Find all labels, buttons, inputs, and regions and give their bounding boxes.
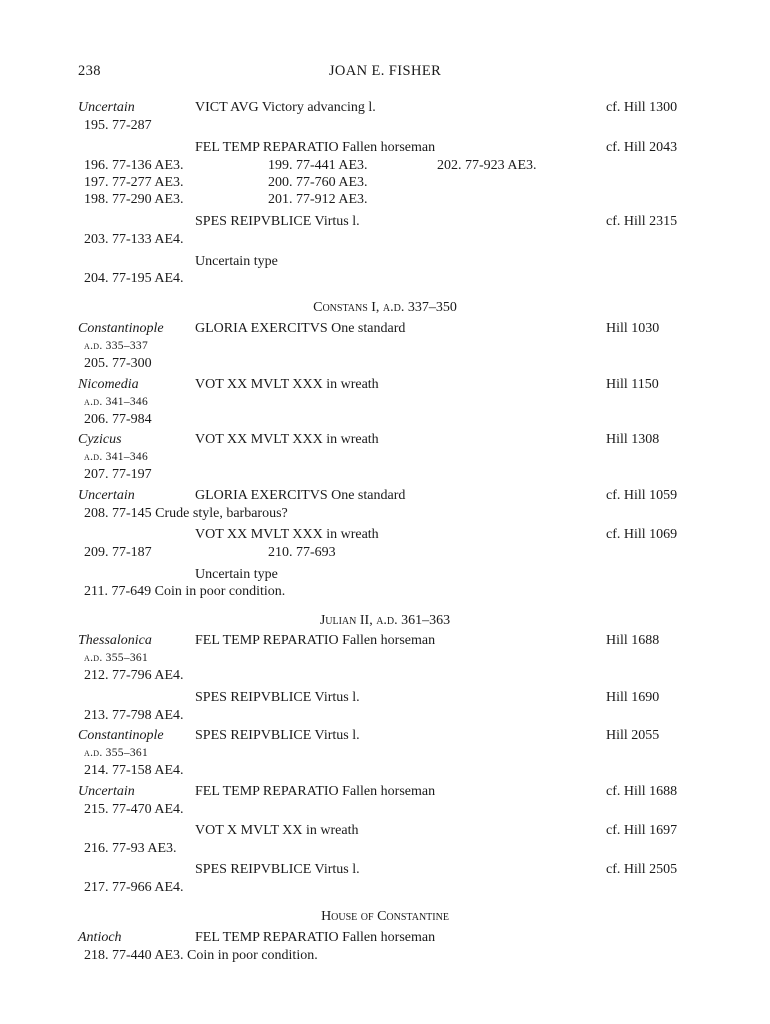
coin-entry: 211. 77-649 Coin in poor condition. — [84, 584, 286, 599]
coin-entry: 216. 77-93 AE3. — [84, 841, 177, 856]
coin-entry: 217. 77-966 AE4. — [84, 880, 184, 895]
reference: cf. Hill 2043 — [606, 140, 678, 155]
coin-type: SPES REIPVBLICE Virtus l. — [195, 690, 360, 705]
mint-name: Thessalonica — [78, 633, 152, 648]
coin-entry: 212. 77-796 AE4. — [84, 668, 184, 683]
reference: cf. Hill 2505 — [606, 862, 678, 877]
mint-name: Cyzicus — [78, 432, 122, 447]
reference: Hill 1150 — [606, 377, 659, 392]
reference: cf. Hill 1688 — [606, 784, 678, 799]
coin-entry: 208. 77-145 Crude style, barbarous? — [84, 506, 288, 521]
reference: cf. Hill 1300 — [606, 100, 678, 115]
coin-entry: 214. 77-158 AE4. — [84, 763, 184, 778]
running-head-author: JOAN E. FISHER — [328, 63, 442, 79]
coin-type: VOT XX MVLT XXX in wreath — [195, 377, 379, 392]
coin-type: FEL TEMP REPARATIO Fallen horseman — [195, 633, 436, 648]
section-heading: House of Constantine — [321, 909, 449, 924]
reference: Hill 1690 — [606, 690, 660, 705]
mint-name: Antioch — [78, 930, 122, 945]
reference: cf. Hill 1697 — [606, 823, 678, 838]
coin-entry: 213. 77-798 AE4. — [84, 708, 184, 723]
date-range: a.d. 335–337 — [84, 340, 149, 352]
reference: cf. Hill 2315 — [606, 214, 678, 229]
coin-entry: 205. 77-300 — [84, 356, 152, 371]
reference: Hill 1688 — [606, 633, 660, 648]
mint-name: Uncertain — [78, 488, 135, 503]
coin-entry: 201. 77-912 AE3. — [268, 192, 368, 207]
coin-entry: 204. 77-195 AE4. — [84, 271, 184, 286]
coin-entry: 209. 77-187 — [84, 545, 152, 560]
coin-type: SPES REIPVBLICE Virtus l. — [195, 862, 360, 877]
page-number: 238 — [78, 63, 101, 79]
coin-type: VOT XX MVLT XXX in wreath — [195, 527, 379, 542]
coin-entry: 196. 77-136 AE3. — [84, 158, 184, 173]
coin-type: FEL TEMP REPARATIO Fallen horseman — [195, 140, 436, 155]
reference: Hill 1030 — [606, 321, 660, 336]
date-range: a.d. 355–361 — [84, 747, 149, 759]
coin-entry: 202. 77-923 AE3. — [437, 158, 537, 173]
mint-name: Constantinople — [78, 321, 164, 336]
reference: cf. Hill 1059 — [606, 488, 678, 503]
coin-entry: 215. 77-470 AE4. — [84, 802, 184, 817]
coin-entry: 199. 77-441 AE3. — [268, 158, 368, 173]
coin-entry: 207. 77-197 — [84, 467, 152, 482]
reference: Hill 2055 — [606, 728, 660, 743]
section-heading: Constans I, a.d. 337–350 — [313, 300, 457, 315]
coin-entry: 206. 77-984 — [84, 412, 152, 427]
date-range: a.d. 341–346 — [84, 396, 149, 408]
coin-type: FEL TEMP REPARATIO Fallen horseman — [195, 784, 436, 799]
date-range: a.d. 355–361 — [84, 652, 149, 664]
coin-type: Uncertain type — [195, 254, 278, 269]
mint-name: Uncertain — [78, 100, 135, 115]
coin-type: FEL TEMP REPARATIO Fallen horseman — [195, 930, 436, 945]
mint-name: Uncertain — [78, 784, 135, 799]
coin-type: GLORIA EXERCITVS One standard — [195, 488, 406, 503]
coin-entry: 198. 77-290 AE3. — [84, 192, 184, 207]
coin-type: SPES REIPVBLICE Virtus l. — [195, 728, 360, 743]
coin-type: Uncertain type — [195, 567, 278, 582]
coin-entry: 218. 77-440 AE3. Coin in poor condition. — [84, 948, 318, 963]
coin-entry: 210. 77-693 — [268, 545, 336, 560]
coin-entry: 197. 77-277 AE3. — [84, 175, 184, 190]
coin-type: VOT X MVLT XX in wreath — [195, 823, 359, 838]
coin-entry: 203. 77-133 AE4. — [84, 232, 184, 247]
date-range: a.d. 341–346 — [84, 451, 149, 463]
coin-type: GLORIA EXERCITVS One standard — [195, 321, 406, 336]
reference: cf. Hill 1069 — [606, 527, 678, 542]
section-heading: Julian II, a.d. 361–363 — [319, 613, 451, 628]
coin-type: VICT AVG Victory advancing l. — [195, 100, 376, 115]
mint-name: Nicomedia — [78, 377, 139, 392]
mint-name: Constantinople — [78, 728, 164, 743]
coin-type: VOT XX MVLT XXX in wreath — [195, 432, 379, 447]
reference: Hill 1308 — [606, 432, 660, 447]
coin-type: SPES REIPVBLICE Virtus l. — [195, 214, 360, 229]
coin-entry: 195. 77-287 — [84, 118, 152, 133]
coin-entry: 200. 77-760 AE3. — [268, 175, 368, 190]
